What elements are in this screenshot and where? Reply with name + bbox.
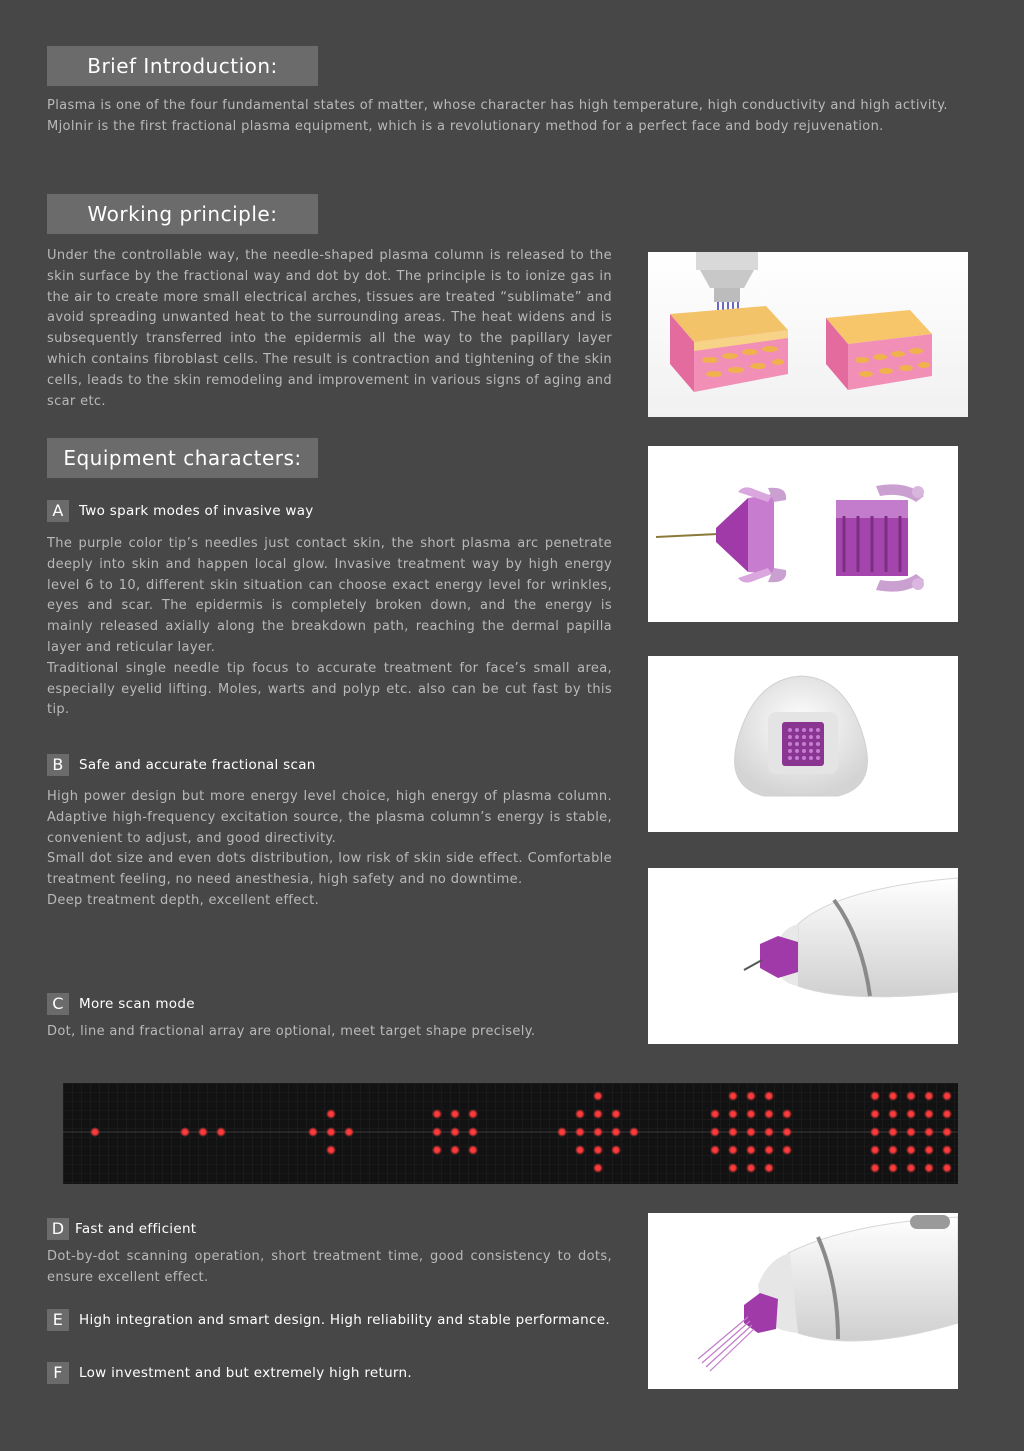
section-b-letter: B [47, 754, 69, 776]
section-b-paragraph-3: Deep treatment depth, excellent effect. [47, 892, 320, 908]
section-a-paragraph-2: Traditional single needle tip focus to accurate treatment for face’s small area, especially eyelid lifting. Moles, warts and polyp etc. also can be cut fast by this tip. [47, 660, 612, 718]
scan-dot [713, 1112, 717, 1116]
scan-mode-patterns [63, 1083, 958, 1184]
scan-dot [311, 1130, 315, 1134]
scan-dot [731, 1130, 735, 1134]
scan-dot [945, 1148, 949, 1152]
scan-dot [767, 1148, 771, 1152]
scan-dot [873, 1112, 877, 1116]
scan-dot [713, 1148, 717, 1152]
scan-dot [596, 1148, 600, 1152]
scan-dot [873, 1130, 877, 1134]
scan-dot [909, 1166, 913, 1170]
section-c-title: More scan mode [79, 996, 195, 1012]
section-b-heading [47, 753, 316, 777]
scan-dot [873, 1166, 877, 1170]
scan-dot [471, 1148, 475, 1152]
scan-dot [596, 1094, 600, 1098]
scan-dot [93, 1130, 97, 1134]
scan-dot [873, 1148, 877, 1152]
scan-dot [909, 1130, 913, 1134]
scan-dot [785, 1130, 789, 1134]
scan-dot [578, 1130, 582, 1134]
brief-introduction-heading: Brief Introduction: [47, 46, 318, 86]
brief-introduction-text [47, 96, 987, 138]
scan-dot [909, 1112, 913, 1116]
fractional-tip-front-image [648, 656, 958, 832]
scan-dot [453, 1148, 457, 1152]
section-d-title: Fast and efficient [75, 1221, 197, 1237]
scan-dot [347, 1130, 351, 1134]
brief-line-2: Mjolnir is the first fractional plasma equipment, which is a revolutionary method for a perfect face and body rejuvenation. [47, 118, 884, 134]
scan-dot [329, 1112, 333, 1116]
section-e-heading [47, 1308, 610, 1332]
scan-dot [329, 1130, 333, 1134]
section-c-text [47, 1022, 647, 1043]
section-d-paragraph-1: Dot-by-dot scanning operation, short treatment time, good consistency to dots, ensure excellent effect. [47, 1249, 612, 1285]
scan-dot [891, 1130, 895, 1134]
scan-dot [632, 1130, 636, 1134]
scan-dot [453, 1112, 457, 1116]
scan-dot [945, 1112, 949, 1116]
scan-dot [909, 1094, 913, 1098]
scan-dot [767, 1094, 771, 1098]
scan-dot [927, 1130, 931, 1134]
scan-dot [873, 1094, 877, 1098]
scan-dot [749, 1166, 753, 1170]
section-d-heading [47, 1217, 196, 1241]
equipment-characters-heading: Equipment characters: [47, 438, 318, 478]
scan-dot [927, 1148, 931, 1152]
scan-dot [435, 1130, 439, 1134]
working-principle-heading: Working principle: [47, 194, 318, 234]
scan-dot [891, 1094, 895, 1098]
section-b-paragraph-1: High power design but more energy level choice, high energy of plasma column. Adaptive high-frequency excitation source, the plasma column’s energy is stable, convenient to adjust, and good directivity. [47, 789, 612, 846]
section-a-text [47, 534, 612, 721]
section-c-letter: C [47, 993, 69, 1015]
scan-dot [749, 1112, 753, 1116]
scan-dot [731, 1166, 735, 1170]
scan-dot [785, 1112, 789, 1116]
section-c-heading [47, 992, 195, 1016]
scan-dot [785, 1148, 789, 1152]
scan-dot [596, 1130, 600, 1134]
section-a-title: Two spark modes of invasive way [79, 503, 314, 519]
scan-dot [219, 1130, 223, 1134]
brief-line-1: Plasma is one of the four fundamental states of matter, whose character has high temperature, high conductivity and high activity. [47, 98, 948, 113]
scan-dot [767, 1112, 771, 1116]
scan-dot [749, 1094, 753, 1098]
scan-dot [453, 1130, 457, 1134]
scan-dot [945, 1094, 949, 1098]
section-e-letter: E [47, 1309, 69, 1331]
scan-dot [945, 1130, 949, 1134]
section-d-text [47, 1247, 612, 1289]
scan-dot [713, 1130, 717, 1134]
section-a-heading [47, 499, 314, 523]
scan-dot [183, 1130, 187, 1134]
scan-dot [596, 1166, 600, 1170]
scan-dot [909, 1148, 913, 1152]
scan-dot [614, 1112, 618, 1116]
section-c-paragraph-1: Dot, line and fractional array are optional, meet target shape precisely. [47, 1024, 536, 1039]
scan-dot [435, 1112, 439, 1116]
scan-dot [927, 1166, 931, 1170]
scan-dot [891, 1166, 895, 1170]
scan-dot [767, 1130, 771, 1134]
handpiece-single-needle-image [648, 868, 958, 1044]
purple-tips-image [648, 446, 958, 622]
scan-mode-strip [63, 1083, 958, 1184]
scan-dot [578, 1148, 582, 1152]
scan-dot [596, 1112, 600, 1116]
scan-dot [471, 1130, 475, 1134]
scan-dot [329, 1148, 333, 1152]
scan-dot [731, 1112, 735, 1116]
section-d-letter: D [47, 1218, 69, 1240]
scan-dot [749, 1148, 753, 1152]
scan-dot [749, 1130, 753, 1134]
section-f-letter: F [47, 1362, 69, 1384]
working-principle-text: Under the controllable way, the needle-shaped plasma column is released to the skin surface by the fractional way and dot by dot. The principle is to ionize gas in the air to create more small electrical arches, tissues are treated “sublimate” and avoid spreading unwanted heat to the surrounding areas. The heat widens and is subsequently transferred into the epidermis all the way to the papillary layer which contains fibroblast cells. The result is contraction and tightening of the skin cells, leads to the skin remodeling and improvement in various signs of aging and scar etc. [47, 248, 612, 409]
scan-dot [945, 1166, 949, 1170]
section-b-text [47, 787, 612, 912]
scan-dot [767, 1166, 771, 1170]
scan-dot [560, 1130, 564, 1134]
scan-dot [927, 1112, 931, 1116]
scan-dot [578, 1112, 582, 1116]
scan-dot [731, 1148, 735, 1152]
scan-dot [614, 1130, 618, 1134]
scan-dot [614, 1148, 618, 1152]
skin-treatment-illustration [648, 252, 968, 417]
section-a-letter: A [47, 500, 69, 522]
section-b-title: Safe and accurate fractional scan [79, 757, 316, 773]
section-f-heading [47, 1361, 412, 1385]
scan-dot [891, 1112, 895, 1116]
scan-dot [731, 1094, 735, 1098]
section-e-title: High integration and smart design. High reliability and stable performance. [79, 1312, 610, 1328]
scan-dot [435, 1148, 439, 1152]
scan-dot [891, 1148, 895, 1152]
section-a-paragraph-1: The purple color tip’s needles just contact skin, the short plasma arc penetrate deeply into skin and happen local glow. Invasive treatment way by high energy level 6 to 10, different skin situation can choose exact energy level for wrinkles, eyes and scar. The epidermis is completely broken down, and the energy is mainly released axially along the breakdown path, reaching the dermal papilla layer and reticular layer. [47, 536, 612, 655]
section-f-title: Low investment and but extremely high return. [79, 1365, 412, 1381]
scan-dot [927, 1094, 931, 1098]
handpiece-fractional-tip-image [648, 1213, 958, 1389]
scan-dot [201, 1130, 205, 1134]
scan-dot [471, 1112, 475, 1116]
section-b-paragraph-2: Small dot size and even dots distribution, low risk of skin side effect. Comfortable treatment feeling, no need anesthesia, high safety and no downtime. [47, 851, 612, 888]
